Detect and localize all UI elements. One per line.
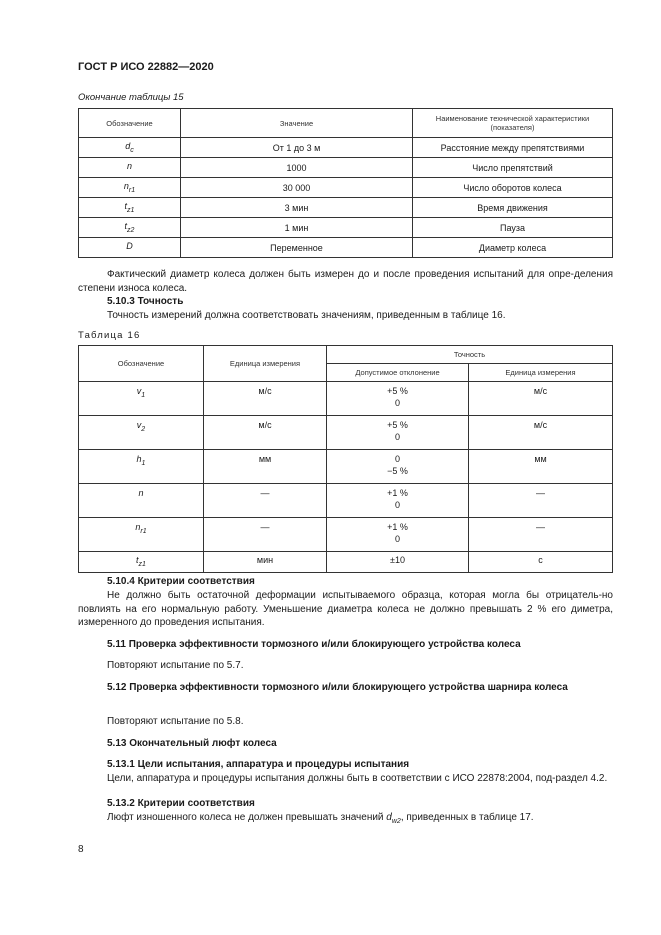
t15-value-cell: Переменное (181, 238, 413, 258)
t15-value-cell: 30 000 (181, 178, 413, 198)
t15-header-name: Наименование технической характеристики (показателя) (413, 109, 613, 138)
t16-deviation-cell: +1 % 0 (327, 518, 469, 552)
t16-unit-cell: м/с (204, 382, 327, 416)
t16-sym-cell: $n_{r1}$ (79, 518, 204, 552)
t15-sym-cell: $n_{r1}$ (79, 178, 181, 198)
table-row (79, 484, 613, 518)
t16-deviation-cell: +5 % 0 (327, 416, 469, 450)
t16-unit-cell: мин (204, 552, 327, 573)
t16-deviation-cell: 0 −5 % (327, 450, 469, 484)
heading-5-13: 5.13 Окончательный люфт колеса (107, 738, 277, 749)
t16-sym-cell: $v_1$ (79, 382, 204, 416)
t15-sym-cell: D (79, 238, 181, 258)
wear-play-text: Люфт изношенного колеса не должен превышать значений (107, 812, 387, 823)
t16-header-acc-unit: Единица измерения (469, 364, 613, 382)
t15-value-cell: 1000 (181, 158, 413, 178)
table-15 (78, 108, 613, 258)
t15-name-cell: Время движения (413, 198, 613, 218)
t15-value-cell: 3 мин (181, 198, 413, 218)
t15-value-cell: 1 мин (181, 218, 413, 238)
t16-acc-unit-cell: — (469, 518, 613, 552)
table-16 (78, 345, 613, 573)
t16-unit-cell: мм (204, 450, 327, 484)
table-row (79, 518, 613, 552)
heading-5-12: 5.12 Проверка эффективности тормозного и/или блокирующего устройства шарнира колеса (107, 682, 568, 693)
heading-5-13-2: 5.13.2 Критерии соответствия (107, 798, 255, 809)
table-row (79, 158, 613, 178)
t15-name-cell: Пауза (413, 218, 613, 238)
paragraph-repeat-5-8: Повторяют испытание по 5.8. (107, 716, 244, 727)
page-number: 8 (78, 844, 84, 855)
table-row (79, 382, 613, 416)
t16-header-accuracy: Точность (327, 346, 613, 364)
t16-header-unit: Единица измерения (204, 346, 327, 382)
t15-name-cell: Число препятствий (413, 158, 613, 178)
table-row (79, 138, 613, 158)
table-row (79, 238, 613, 258)
t16-acc-unit-cell: — (469, 484, 613, 518)
t16-acc-unit-cell: с (469, 552, 613, 573)
t15-name-cell: Число оборотов колеса (413, 178, 613, 198)
paragraph-repeat-5-7: Повторяют испытание по 5.7. (107, 660, 244, 671)
table-row (79, 552, 613, 573)
heading-5-13-1: 5.13.1 Цели испытания, аппаратура и процедуры испытания (107, 759, 410, 770)
paragraph-iso-22878: Цели, аппаратура и процедуры испытания должны быть в соответствии с ИСО 22878:2004, под-раздел 4.2. (107, 773, 608, 784)
t16-deviation-cell: +1 % 0 (327, 484, 469, 518)
table-row (79, 178, 613, 198)
t15-value-cell: От 1 до 3 м (181, 138, 413, 158)
t16-sym-cell: $h_1$ (79, 450, 204, 484)
table-row (79, 218, 613, 238)
table16-caption: Таблица 16 (78, 330, 141, 341)
paragraph-deformation: Не должно быть остаточной деформации испытываемого образца, которая могла бы отрицатель-но повлиять на его нормальную работу. Уменьшение диаметра колеса не должно превышать 2 % его диметра, измеренного до проведения испытания. (78, 590, 613, 628)
table-row (79, 450, 613, 484)
table-row (79, 416, 613, 450)
t16-sym-cell: n (79, 484, 204, 518)
t15-sym-cell: $d_c$ (79, 138, 181, 158)
table15-caption: Окончание таблицы 15 (78, 92, 184, 103)
t15-sym-cell: $t_{z1}$ (79, 198, 181, 218)
heading-5-10-4: 5.10.4 Критерии соответствия (107, 576, 255, 587)
t16-unit-cell: — (204, 484, 327, 518)
wear-play-text-end: , приведенных в таблице 17. (400, 812, 534, 823)
table-row (79, 198, 613, 218)
t16-sym-cell: $t_{z1}$ (79, 552, 204, 573)
t15-name-cell: Диаметр колеса (413, 238, 613, 258)
t16-sym-cell: $v_2$ (79, 416, 204, 450)
paragraph-diameter: Фактический диаметр колеса должен быть измерен до и после проведения испытаний для опре-деления степени износа колеса. (78, 269, 613, 294)
t15-sym-cell: $t_{z2}$ (79, 218, 181, 238)
heading-5-11: 5.11 Проверка эффективности тормозного и/или блокирующего устройства колеса (107, 639, 521, 650)
t16-deviation-cell: ±10 (327, 552, 469, 573)
t16-header-sym: Обозначение (79, 346, 204, 382)
document-header: ГОСТ Р ИСО 22882—2020 (78, 61, 214, 73)
t16-unit-cell: — (204, 518, 327, 552)
t16-deviation-cell: +5 % 0 (327, 382, 469, 416)
t15-header-sym: Обозначение (79, 109, 181, 138)
t16-header-deviation: Допустимое отклонение (327, 364, 469, 382)
t15-sym-cell: n (79, 158, 181, 178)
wear-play-symbol: $d_{w2}$ (386, 812, 401, 825)
paragraph-accuracy: Точность измерений должна соответствовать значениям, приведенным в таблице 16. (107, 310, 506, 321)
t16-unit-cell: м/с (204, 416, 327, 450)
t15-header-value: Значение (181, 109, 413, 138)
t15-name-cell: Расстояние между препятствиями (413, 138, 613, 158)
paragraph-wear-play (78, 811, 534, 829)
heading-5-10-3: 5.10.3 Точность (107, 296, 184, 307)
t16-acc-unit-cell: мм (469, 450, 613, 484)
t16-acc-unit-cell: м/с (469, 416, 613, 450)
t16-acc-unit-cell: м/с (469, 382, 613, 416)
